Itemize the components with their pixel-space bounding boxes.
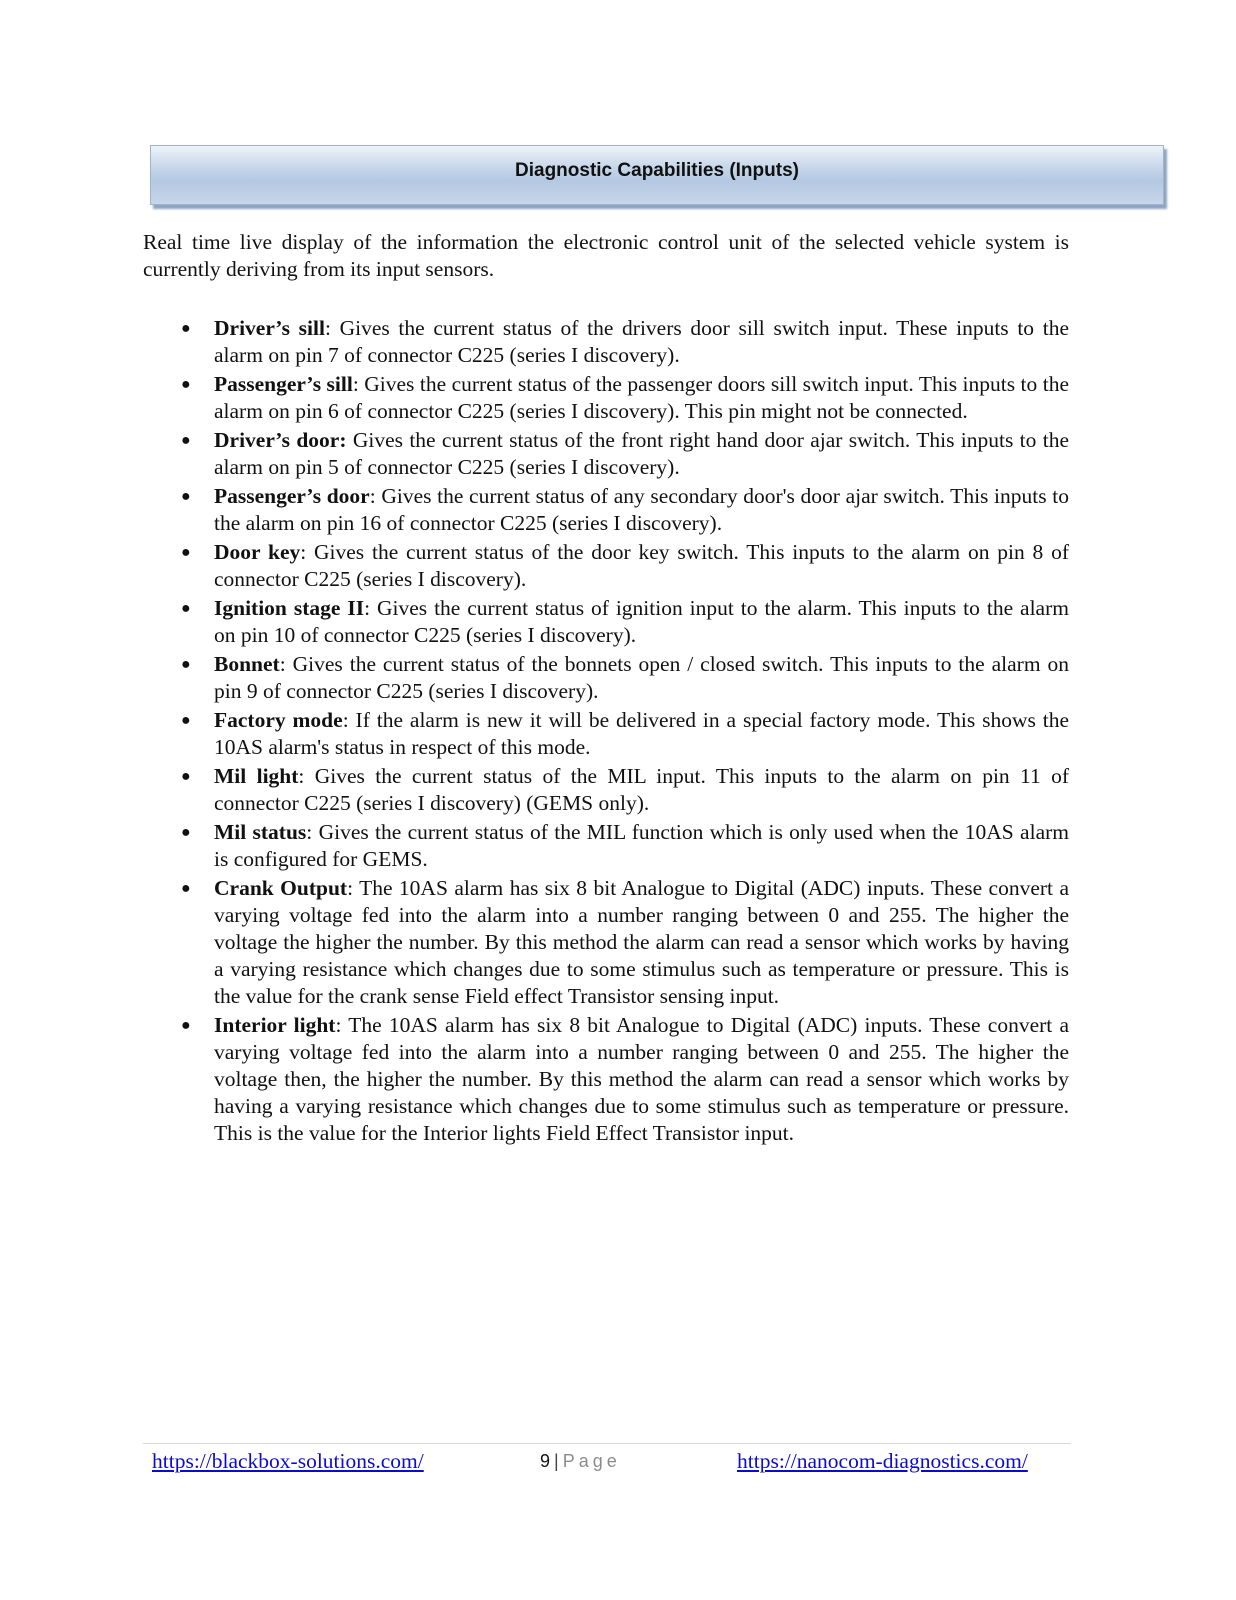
item-term: Mil light (214, 764, 299, 788)
item-description: : The 10AS alarm has six 8 bit Analogue to Digital (ADC) inputs. These convert a varying voltage fed into the alarm into a number ranging between 0 and 255. The higher the voltage the higher the number. By this method the alarm can read a sensor which works by having a varying resistance which changes due to some stimulus such as temperature or pressure. This is the value for the crank sense Field effect Transistor sensing input. (214, 876, 1069, 1008)
bullet-icon: ● (181, 544, 191, 561)
bullet-icon: ● (181, 1017, 191, 1034)
intro-paragraph: Real time live display of the information the electronic control unit of the selected vehicle system is currently deriving from its input sensors. (143, 230, 1069, 281)
bullet-icon: ● (181, 488, 191, 505)
item-description: : If the alarm is new it will be delivered in a special factory mode. This shows the 10AS alarm's status in respect of this mode. (214, 708, 1069, 759)
list-item-drivers-sill (143, 315, 1069, 369)
item-description: : Gives the current status of any secondary door's door ajar switch. This inputs to the alarm on pin 16 of connector C225 (series I discovery). (214, 484, 1069, 535)
blackbox-solutions-link[interactable]: https://blackbox-solutions.com/ (152, 1449, 424, 1473)
page-number: 9 (540, 1451, 551, 1471)
item-description: : Gives the current status of the door key switch. This inputs to the alarm on pin 8 of connector C225 (series I discovery). (214, 540, 1069, 591)
section-header-banner (150, 145, 1164, 205)
list-item-factory-mode (143, 707, 1069, 761)
list-item-passengers-sill (143, 371, 1069, 425)
item-term: Door key (214, 540, 301, 564)
item-description: : The 10AS alarm has six 8 bit Analogue to Digital (ADC) inputs. These convert a varying voltage fed into the alarm into a number ranging between 0 and 255. The higher the voltage then, the higher the number. By this method the alarm can read a sensor which works by having a varying resistance which changes due to some stimulus such as temperature or pressure. This is the value for the Interior lights Field Effect Transistor input. (214, 1013, 1069, 1145)
item-description: : Gives the current status of the passenger doors sill switch input. This inputs to the alarm on pin 6 of connector C225 (series I discovery). This pin might not be connected. (214, 372, 1069, 423)
item-term: Mil status (214, 820, 307, 844)
bullet-icon: ● (181, 600, 191, 617)
item-term: Passenger’s sill (214, 372, 353, 396)
item-description: : Gives the current status of the MIL input. This inputs to the alarm on pin 11 of connector C225 (series I discovery) (GEMS only). (214, 764, 1069, 815)
list-item-door-key (143, 539, 1069, 593)
list-item-mil-light (143, 763, 1069, 817)
footer-divider (143, 1443, 1071, 1444)
bullet-icon: ● (181, 432, 191, 449)
bullet-icon: ● (181, 320, 191, 337)
page-number-indicator (540, 1449, 621, 1473)
item-term: Ignition stage II (214, 596, 365, 620)
bullet-icon: ● (181, 376, 191, 393)
item-description: : Gives the current status of ignition input to the alarm. This inputs to the alarm on pin 10 of connector C225 (series I discovery). (214, 596, 1069, 647)
item-description: Gives the current status of the front right hand door ajar switch. This inputs to the alarm on pin 5 of connector C225 (series I discovery). (214, 428, 1070, 479)
section-title: Diagnostic Capabilities (Inputs) (515, 160, 799, 181)
bullet-icon: ● (181, 880, 191, 897)
bullet-icon: ● (181, 824, 191, 841)
bullet-icon: ● (181, 656, 191, 673)
item-term: Interior light (214, 1013, 336, 1037)
list-item-passengers-door (143, 483, 1069, 537)
page-separator: | (554, 1451, 559, 1471)
item-term: Driver’s sill (214, 316, 325, 340)
input-list (143, 315, 1069, 1149)
item-term: Factory mode (214, 708, 343, 732)
list-item-crank-output (143, 875, 1069, 1010)
item-term: Bonnet (214, 652, 280, 676)
nanocom-diagnostics-link[interactable]: https://nanocom-diagnostics.com/ (737, 1449, 1028, 1473)
list-item-drivers-door (143, 427, 1069, 481)
list-item-bonnet (143, 651, 1069, 705)
page-label: Page (562, 1451, 621, 1471)
item-description: : Gives the current status of the bonnets open / closed switch. This inputs to the alarm on pin 9 of connector C225 (series I discovery). (214, 652, 1069, 703)
list-item-interior-light (143, 1012, 1069, 1147)
bullet-icon: ● (181, 768, 191, 785)
item-term: Passenger’s door (214, 484, 370, 508)
list-item-ignition-stage (143, 595, 1069, 649)
item-term: Crank Output (214, 876, 348, 900)
item-term: Driver’s door: (214, 428, 347, 452)
item-description: : Gives the current status of the MIL function which is only used when the 10AS alarm is configured for GEMS. (214, 820, 1069, 871)
list-item-mil-status (143, 819, 1069, 873)
bullet-icon: ● (181, 712, 191, 729)
item-description: : Gives the current status of the drivers door sill switch input. These inputs to the alarm on pin 7 of connector C225 (series I discovery). (214, 316, 1069, 367)
